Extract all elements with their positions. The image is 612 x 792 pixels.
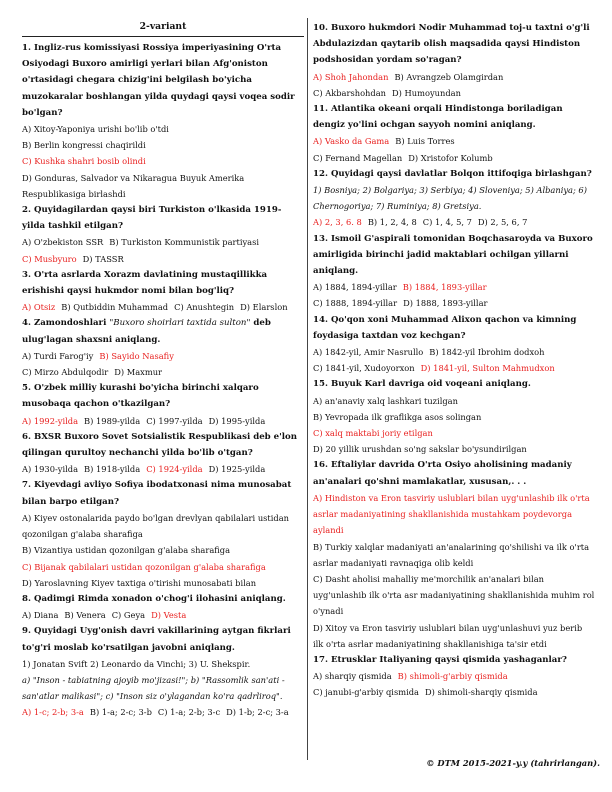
question-6: [22, 429, 304, 478]
author-list: 1) Jonatan Svift 2) Leonardo da Vinchi; 3) U. Shekspir.: [22, 658, 251, 669]
option-d: D) 1888, 1893-yillar: [403, 298, 488, 309]
option-d: D) 1925-yilda: [208, 464, 266, 475]
question-1: [22, 40, 304, 202]
option-b-correct: B) shimoli-g'arbiy qismida: [397, 671, 508, 682]
option-b: B) Avrangzeb Olamgirdan: [394, 71, 504, 82]
question-text: 5. O'zbek milliy kurashi bo'yicha birinchi xalqaro musobaqa qachon o'tkazilgan?: [22, 383, 259, 410]
option-c-correct: C) Kushka shahri bosib olindi: [22, 156, 146, 167]
option-b-correct: B) 1884, 1893-yillar: [402, 282, 487, 293]
option-b: B) 1989-yilda: [84, 415, 141, 426]
option-c-correct: C) 1924-yilda: [146, 464, 203, 475]
option-b: B) Venera: [64, 610, 106, 621]
question-text: 9. Quyidagi Uyg'onish davri vakillarining aytgan fikrlari to'g'ri moslab ko'rsatilgan javobni aniqlang.: [22, 626, 291, 653]
option-d: D) Yaroslavning Kiyev taxtiga o'tirishi munosabati bilan: [22, 577, 257, 588]
option-b: B) Yevropada ilk graflikga asos solingan: [313, 411, 482, 422]
option-d: D) Elarslon: [240, 302, 288, 313]
option-b: B) 1, 2, 4, 8: [367, 217, 417, 228]
option-a-correct: A) Hindiston va Eron tasviriy uslublari bilan uyg'unlashib ilk o'rta asrlar madaniyatining shakllanishida mustahkam poydevorga aylandi: [313, 492, 590, 536]
option-c: C) Mirzo Abdulqodir: [22, 367, 109, 378]
question-text: 10. Buxoro hukmdori Nodir Muhammad toj-u taxtni o'g'li Abdulazizdan qaytarib olish maqsadida qaysi Hindiston podshosidan yordam so'ragan?: [313, 23, 590, 66]
option-d-correct: D) Vesta: [151, 610, 187, 621]
option-b: B) Vizantiya ustidan qozonilgan g'alaba sharafiga: [22, 545, 231, 556]
question-10: [313, 20, 595, 101]
option-a-correct: A) 1992-yilda: [22, 415, 79, 426]
option-d: D) TASSR: [82, 253, 124, 264]
question-text: 1. Ingliz-rus komissiyasi Rossiya imperiyasining O'rta Osiyodagi Buxoro amirligi yerlari bilan Afg'oniston o'rtasidagi chegara chizig'ini belgilash bo'yicha muzokaralar boshlangan yilda quydagi qaysi voqea sodir bo'lgan?: [22, 43, 295, 118]
question-12: [313, 166, 595, 231]
option-c: C) Fernand Magellan: [313, 152, 403, 163]
option-d: D) Humoyundan: [392, 87, 461, 98]
question-text: 17. Etrusklar Italiyaning qaysi qismida yashaganlar?: [313, 654, 567, 665]
question-2: [22, 202, 304, 267]
option-a-correct: A) Shoh Jahondan: [313, 71, 389, 82]
question-text: 8. Qadimgi Rimda xonadon o'chog'i ilohasini aniqlang.: [22, 593, 286, 604]
option-a: A) 1884, 1894-yillar: [313, 282, 397, 293]
option-c: C) Anushtegin: [174, 302, 235, 313]
option-b: B) Turkiy xalqlar madaniyati an'analarining qo'shilishi va ilk o'rta asrlar madaniyati ravnaqiga olib keldi: [313, 541, 590, 568]
option-a: A) O'zbekiston SSR: [22, 237, 104, 248]
option-a-correct: A) 2, 3, 6. 8: [313, 217, 362, 228]
left-column: [22, 20, 304, 721]
option-a: A) 1842-yil, Amir Nasrullo: [313, 347, 424, 358]
option-d: D) Xristofor Kolumb: [408, 152, 493, 163]
question-text: 2. Quyidagilardan qaysi biri Turkiston o'lkasida 1919-yilda tashkil etilgan?: [22, 205, 282, 232]
option-c: C) 1997-yilda: [146, 415, 203, 426]
option-a: A) Turdi Farog'iy: [22, 350, 94, 361]
option-d: D) Xitoy va Eron tasviriy uslublari bilan uyg'unlashuvi yuz berib ilk o'rta asrlar madaniyatining shakllanishiga ta'sir etdi: [313, 622, 583, 649]
option-a-correct: A) Vasko da Gama: [313, 136, 390, 147]
question-14: [313, 312, 595, 377]
question-text: 7. Kiyevdagi avliyo Sofiya ibodatxonasi nima munosabat bilan barpo etilgan?: [22, 480, 292, 507]
option-b: B) 1-a; 2-c; 3-b: [89, 707, 152, 718]
option-b: B) Berlin kongressi chaqirildi: [22, 140, 146, 151]
question-4: [22, 315, 304, 380]
option-c: C) Dasht aholisi mahalliy me'morchilik an'analari bilan uyg'unlashib ilk o'rta asr madaniyatining shakllanishida muhim rol o'ynadi: [313, 573, 595, 617]
option-c: C) janubi-g'arbiy qismida: [313, 687, 419, 698]
column-divider: [307, 18, 308, 760]
option-a: A) 1930-yilda: [22, 464, 79, 475]
question-text: 12. Quyidagi qaysi davlatlar Bolqon ittifoqiga birlashgan?: [313, 168, 592, 179]
option-a: A) Kiyev ostonalarida paydo bo'lgan drevlyan qabilalari ustidan qozonilgan g'alaba sharafiga: [22, 512, 290, 540]
copyright-footer: © DTM 2015-2021-y.y (tahrirlangan).: [426, 758, 600, 768]
question-7: [22, 477, 304, 590]
question-text: 4. Zamondoshlari "Buxoro shoirlari taxtida sulton" deb ulug'lagan shaxsni aniqlang.: [22, 318, 271, 345]
option-b: B) Qutbiddin Muhammad: [61, 302, 169, 313]
country-list: 1) Bosniya; 2) Bolgariya; 3) Serbiya; 4) Sloveniya; 5) Albaniya; 6) Chernogoriya; 7) Ruminiya; 8) Gretsiya.: [313, 185, 587, 212]
option-d: D) shimoli-sharqiy qismida: [425, 687, 538, 698]
option-c: C) Akbarshohdan: [313, 87, 387, 98]
option-d: D) 2, 5, 6, 7: [477, 217, 528, 228]
option-c: C) 1-a; 2-b; 3-c: [157, 707, 221, 718]
option-c: C) Geya: [111, 610, 146, 621]
option-c-correct: C) Bijanak qabilalari ustidan qozonilgan g'alaba sharafiga: [22, 561, 266, 572]
question-text: 6. BXSR Buxoro Sovet Sotsialistik Respublikasi deb e'lon qilingan qurultoy nechanchi yilda bo'lib o'tgan?: [22, 431, 298, 459]
question-text: 11. Atlantika okeani orqali Hindistonga boriladigan dengiz yo'lini ochgan sayyoh nomini aniqlang.: [313, 104, 563, 131]
question-9: [22, 623, 304, 720]
option-c-correct: C) Musbyuro: [22, 253, 77, 264]
question-16: [313, 457, 595, 651]
option-a: A) an'anaviy xalq lashkari tuzilgan: [313, 395, 458, 406]
question-text: 3. O'rta asrlarda Xorazm davlatining mustaqillikka erishishi qaysi hukmdor nomi bilan bog'liq?: [22, 269, 268, 297]
option-b: B) Turkiston Kommunistik partiyasi: [109, 237, 260, 248]
option-c-correct: C) xalq maktabi joriy etilgan: [313, 428, 433, 439]
question-11: [313, 101, 595, 166]
option-b-correct: B) Sayido Nasafiy: [99, 350, 174, 361]
option-a: A) sharqiy qismida: [313, 671, 392, 682]
option-b: B) 1918-yilda: [84, 464, 141, 475]
question-text: 13. Ismoil G'aspirali tomonidan Boqchasaroyda va Buxoro amirligida birinchi jadid maktablari ochilgan yillarni aniqlang.: [313, 233, 593, 277]
variant-title: 2-variant: [139, 21, 187, 32]
question-text: 14. Qo'qon xoni Muhammad Alixon qachon va kimning foydasiga taxtdan voz kechgan?: [313, 314, 577, 341]
option-d: D) Gonduras, Salvador va Nikaragua Buyuk Amerika Respublikasiga birlashdi: [22, 172, 245, 199]
question-3: [22, 267, 304, 316]
option-d-correct: D) 1841-yil, Sulton Mahmudxon: [420, 363, 555, 374]
question-text: 16. Eftaliylar davrida O'rta Osiyo aholisining madaniy an'analari qo'shni mamlakatlar, xususan,. . .: [313, 460, 572, 487]
question-15: [313, 376, 595, 457]
option-a: A) Diana: [22, 610, 59, 621]
question-5: [22, 380, 304, 429]
option-d: D) 20 yillik urushdan so'ng sakslar bo'ysundirilgan: [313, 444, 527, 455]
quote-list: a) "Inson - tabiatning ajoyib mo'jizasi!"; b) "Rassomlik san'ati - san'atlar malikasi"; c) "Inson siz o'ylagandan ko'ra qadrliroq".: [22, 674, 285, 702]
option-d: D) 1-b; 2-c; 3-a: [226, 707, 289, 718]
option-c: C) 1841-yil, Xudoyorxon: [313, 363, 415, 374]
option-d: D) 1995-yilda: [208, 415, 266, 426]
question-8: [22, 591, 304, 623]
option-c: C) 1, 4, 5, 7: [422, 217, 472, 228]
option-d: D) Maxmur: [114, 367, 163, 378]
option-b: B) 1842-yil Ibrohim dodxoh: [429, 347, 545, 358]
question-text: 15. Buyuk Karl davriga oid voqeani aniqlang.: [313, 379, 531, 390]
option-a-correct: A) 1-c; 2-b; 3-a: [22, 707, 84, 718]
option-a: A) Xitoy-Yaponiya urishi bo'lib o'tdi: [22, 124, 169, 135]
option-b: B) Luis Torres: [395, 136, 455, 147]
question-13: [313, 231, 595, 312]
question-17: [313, 652, 595, 701]
header-rule: [22, 36, 304, 37]
option-c: C) 1888, 1894-yillar: [313, 298, 398, 309]
option-a-correct: A) Otsiz: [22, 302, 56, 313]
right-column: [313, 20, 595, 701]
